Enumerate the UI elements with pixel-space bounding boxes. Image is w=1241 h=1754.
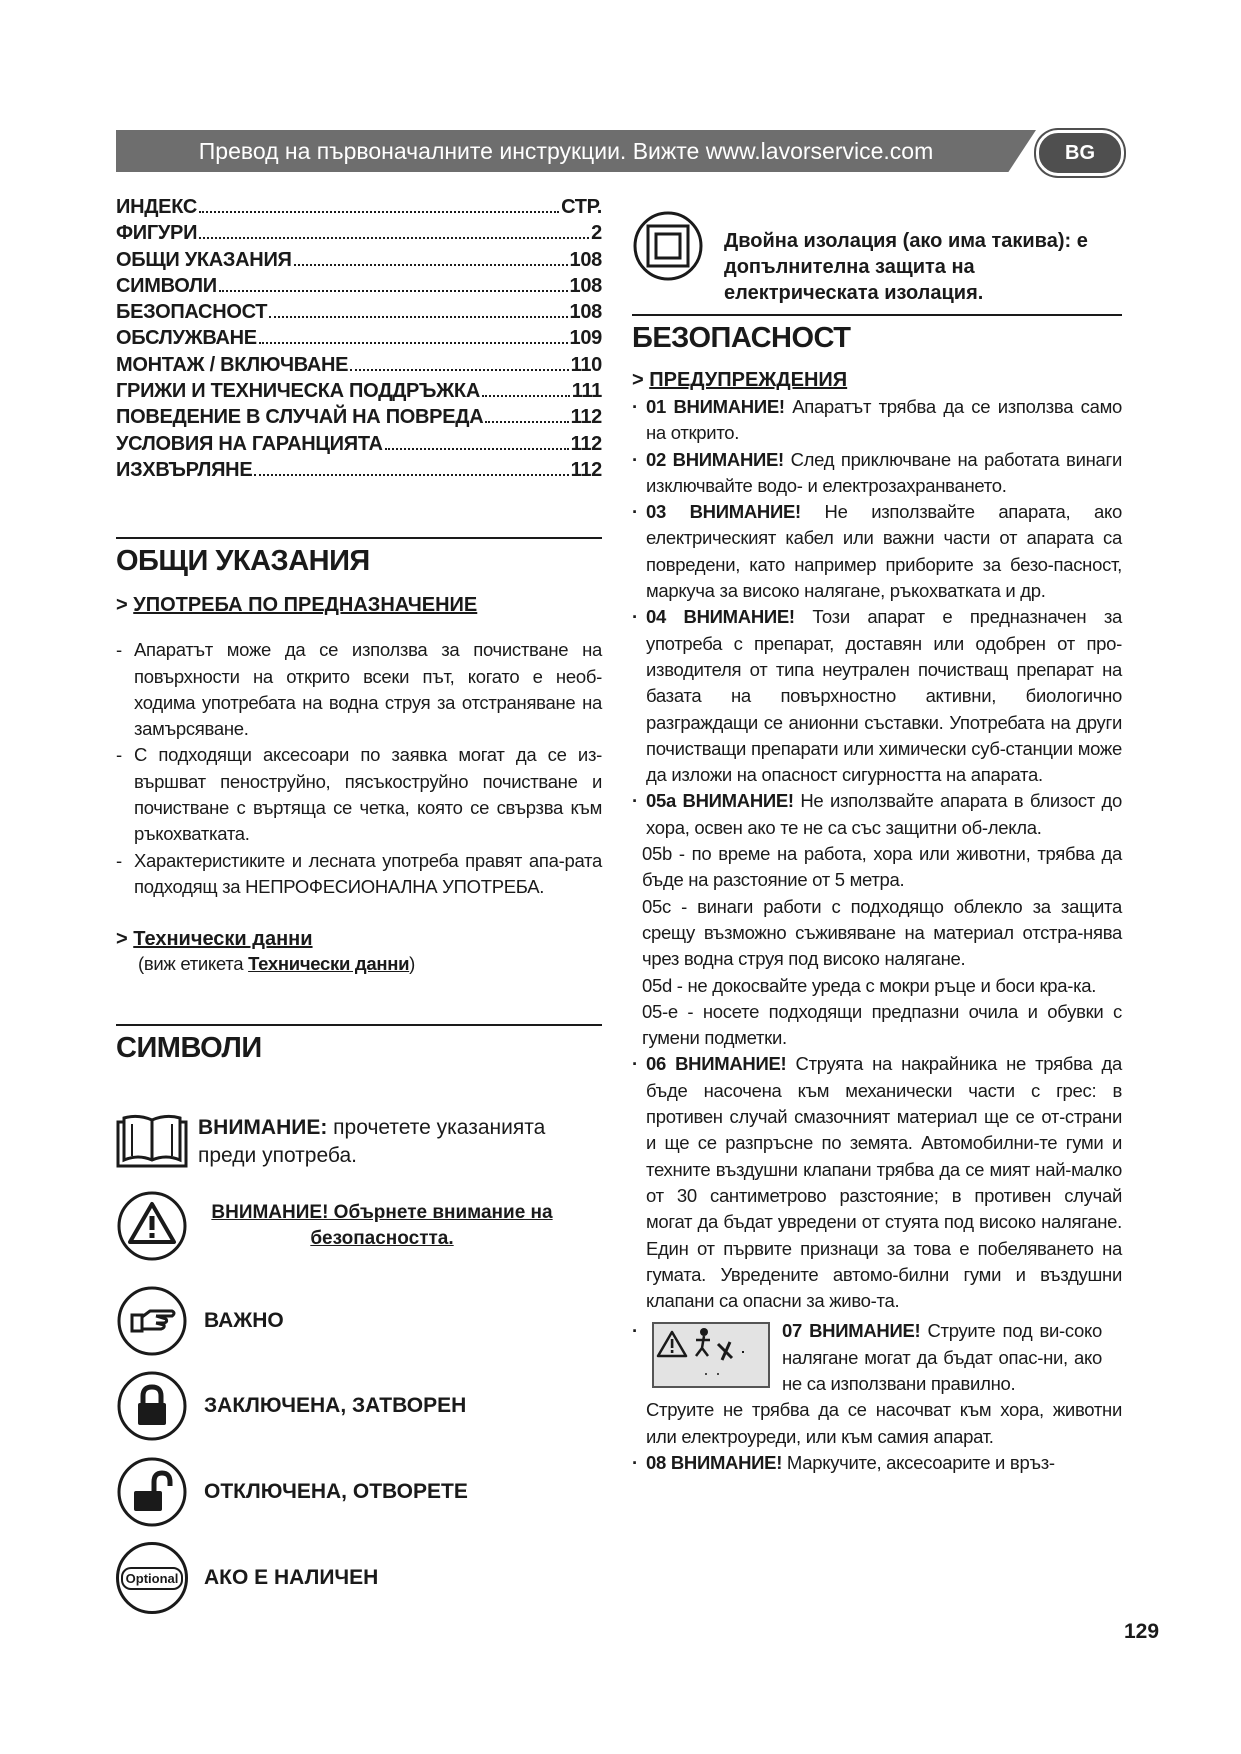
read-manual-text: ВНИМАНИЕ: прочетете указанията преди употреба. [198, 1116, 546, 1167]
toc-leader [485, 421, 568, 423]
toc-row [116, 275, 602, 301]
page-number: 129 [1124, 1620, 1160, 1643]
toc-label: ФИГУРИ [116, 222, 198, 245]
toc-row [116, 196, 602, 222]
safety-title: БЕЗОПАСНОСТ [632, 322, 851, 354]
warning-subitem: 05-е - носете подходящи предпазни очила и обувки с гумени подметки. [642, 1000, 1122, 1049]
tech-data-link: Технически данни [248, 953, 410, 975]
toc-leader [294, 264, 568, 266]
list-item: - С подходящи аксесоари по заявка могат да се из-вършват пеноструйно, пясъкоструйно почистване и почистване с въртяща се четка, която се свързва към ръкохватката. [116, 744, 602, 845]
tech-data-heading: > Технически данни [116, 928, 313, 951]
lock-closed-icon [116, 1370, 188, 1442]
toc-row [116, 406, 602, 432]
toc-row [116, 354, 602, 380]
toc-row [116, 222, 602, 248]
double-insulation-icon [632, 210, 704, 282]
symbols-title: СИМВОЛИ [116, 1031, 262, 1064]
toc-label: СИМВОЛИ [116, 274, 217, 297]
section-divider [116, 1024, 602, 1026]
symbol-optional [116, 1542, 378, 1614]
warning-item: · 04 ВНИМАНИЕ! Този апарат е предназначен за употреба с препарат, доставян или одобрен от про-изводителя от типа неутрален почистващ препарат на базата на повърхностно активни, биологично разграждащи се анионни съставки. Употребата на други почистващи препарати или химически суб-станции може да изложи на опасност сигурността на апарата. [632, 606, 1123, 786]
list-item: - Апаратът може да се използва за почистване на повърхности на открито всеки път, когато е необ-ходима употребата на водна струя за отстраняване на замърсяване. [116, 639, 602, 740]
warning-item-continuation: Струите не трябва да се насочват към хора, животни или електроуреди, или към самия апарат. [646, 1399, 1122, 1447]
optional-icon: Optional [116, 1542, 188, 1614]
warning-item: · 02 ВНИМАНИЕ! След приключване на работата винаги изключвайте водо- и електрозахранването. [632, 448, 1122, 496]
toc-row [116, 327, 602, 353]
toc-label: ОБСЛУЖВАНЕ [116, 327, 257, 350]
symbol-locked [116, 1370, 466, 1442]
toc-leader [269, 316, 567, 318]
toc-row [116, 433, 602, 459]
symbol-safety [116, 1190, 606, 1262]
warning-item: · 06 ВНИМАНИЕ! Струята на накрайника не трябва да бъде насочена към механически части с грес: в противен случай смазочният материал ще се от-страни и ще се разпръсне по земята. Автомобилни-те гуми и техните въздушни клапани трябва да се мият най-малко от 30 сантиметрово разстояние; в противен случай могат да бъдат увредени от стуята под високо налягане. Един от първите признаци за това е побеляването на гумата. Увредените автомо-билни гуми и въздушни клапани са опасни за живо-та. [632, 1053, 1123, 1312]
tech-data-heading-text: Технически данни [133, 928, 313, 951]
warning-item: · 07 ВНИМАНИЕ! Струите под ви-соко налягане могат да бъдат опас-ни, ако не са използвани правилно. [632, 1320, 1103, 1394]
right-column [632, 314, 1122, 1476]
symbol-unlocked [116, 1456, 468, 1528]
toc-row [116, 459, 602, 485]
symbol-read-manual [116, 1114, 606, 1170]
toc-page: 110 [570, 353, 602, 376]
symbol-double-insulation [632, 210, 1122, 306]
section-divider [116, 537, 602, 539]
toc-label: ГРИЖИ И ТЕХНИЧЕСКА ПОДДРЪЖКА [116, 380, 480, 403]
toc-leader [199, 237, 589, 239]
toc-page: 112 [570, 432, 602, 455]
toc-page: 108 [569, 274, 602, 297]
toc-leader [254, 474, 568, 476]
optional-text: АКО Е НАЛИЧЕН [204, 1566, 379, 1589]
toc-page: 109 [569, 327, 602, 350]
toc-leader [259, 342, 568, 344]
warning-item: · 03 ВНИМАНИЕ! Не използвайте апарата, ако електрическият кабел или важни части от апарата са повредени, като например приборите за безо-пасност, маркуча за високо налягане, ръкохватката и др. [632, 501, 1122, 602]
symbol-important [116, 1285, 284, 1357]
header-banner-text: Превод на първоначалните инструкции. Вижте www.lavorservice.com [198, 138, 934, 164]
toc-label: БЕЗОПАСНОСТ [116, 301, 268, 324]
toc-page: 108 [569, 248, 602, 271]
intended-use-heading: > УПОТРЕБА ПО ПРЕДНАЗНАЧЕНИЕ [116, 594, 478, 617]
section-divider [632, 314, 1122, 316]
warning-subitem: 05d - не докосвайте уреда с мокри ръце и боси кра-ка. [642, 974, 1097, 996]
jet-danger-pictogram-icon [652, 1322, 770, 1388]
warnings-heading-text: ПРЕДУПРЕЖДЕНИЯ [649, 369, 848, 391]
important-text: ВАЖНО [204, 1309, 284, 1332]
toc-label: МОНТАЖ / ВКЛЮЧВАНЕ [116, 353, 349, 376]
language-badge: BG [1036, 130, 1124, 176]
toc-label: УСЛОВИЯ НА ГАРАНЦИЯТА [116, 432, 383, 455]
toc-page: 111 [571, 380, 602, 403]
intended-use-heading-text: УПОТРЕБА ПО ПРЕДНАЗНАЧЕНИЕ [133, 594, 478, 617]
open-book-icon [116, 1114, 188, 1170]
toc-row [116, 249, 602, 275]
toc-page: 112 [570, 406, 602, 429]
warnings-list [632, 394, 1122, 1476]
toc-label: ИНДЕКС [116, 196, 197, 218]
warning-subitem: 05b - по време на работа, хора или животни, трябва да бъде на разстояние от 5 метра. [642, 843, 1122, 891]
toc-label: ИЗХВЪРЛЯНЕ [116, 458, 253, 481]
toc-row [116, 301, 602, 327]
intended-use-list [116, 637, 602, 900]
left-column [116, 196, 602, 1065]
warnings-heading: > ПРЕДУПРЕЖДЕНИЯ [632, 369, 848, 391]
toc-page: 2 [591, 222, 602, 245]
warning-subitem: 05c - винаги работи с подходящо облекло за защита срещу възможно съживяване на материал отстра-нява чрез водна струя под високо налягане. [642, 895, 1122, 970]
warning-item: · 05a ВНИМАНИЕ! Не използвайте апарата в близост до хора, освен ако те не са със защитни об-лекла. [632, 790, 1122, 838]
warning-triangle-icon [116, 1190, 188, 1262]
pointing-hand-icon [116, 1285, 188, 1357]
unlocked-text: ОТКЛЮЧЕНА, ОТВОРЕТЕ [204, 1480, 468, 1503]
toc-leader [482, 395, 570, 397]
warning-item: · 08 ВНИМАНИЕ! Маркучите, аксесоарите и връз- [632, 1451, 1055, 1473]
table-of-contents [116, 196, 602, 485]
toc-leader [385, 448, 569, 450]
toc-page: 108 [569, 301, 602, 324]
toc-page: СТР. [561, 196, 602, 218]
toc-leader [350, 369, 568, 371]
double-insulation-text: Двойна изолация (ако има такива): е допълнителна защита на електрическата изолация. [724, 230, 1088, 304]
warning-item: · 01 ВНИМАНИЕ! Апаратът трябва да се използва само на открито. [632, 396, 1123, 444]
toc-leader [219, 290, 568, 292]
toc-page: 112 [570, 458, 602, 481]
safety-text: ВНИМАНИЕ! Обърнете внимание на безопасността. [211, 1202, 553, 1249]
list-item: - Характеристиките и лесната употреба правят апа-рата подходящ за НЕПРОФЕСИОНАЛНА УПОТРЕБА. [116, 849, 602, 897]
toc-row [116, 380, 602, 406]
toc-leader [199, 211, 559, 213]
general-title: ОБЩИ УКАЗАНИЯ [116, 545, 370, 578]
toc-label: ОБЩИ УКАЗАНИЯ [116, 248, 292, 271]
tech-data-note: (виж етикета Технически данни) [138, 953, 416, 975]
locked-text: ЗАКЛЮЧЕНА, ЗАТВОРЕН [204, 1394, 467, 1417]
toc-label: ПОВЕДЕНИЕ В СЛУЧАЙ НА ПОВРЕДА [116, 406, 484, 429]
lock-open-icon [116, 1456, 188, 1528]
